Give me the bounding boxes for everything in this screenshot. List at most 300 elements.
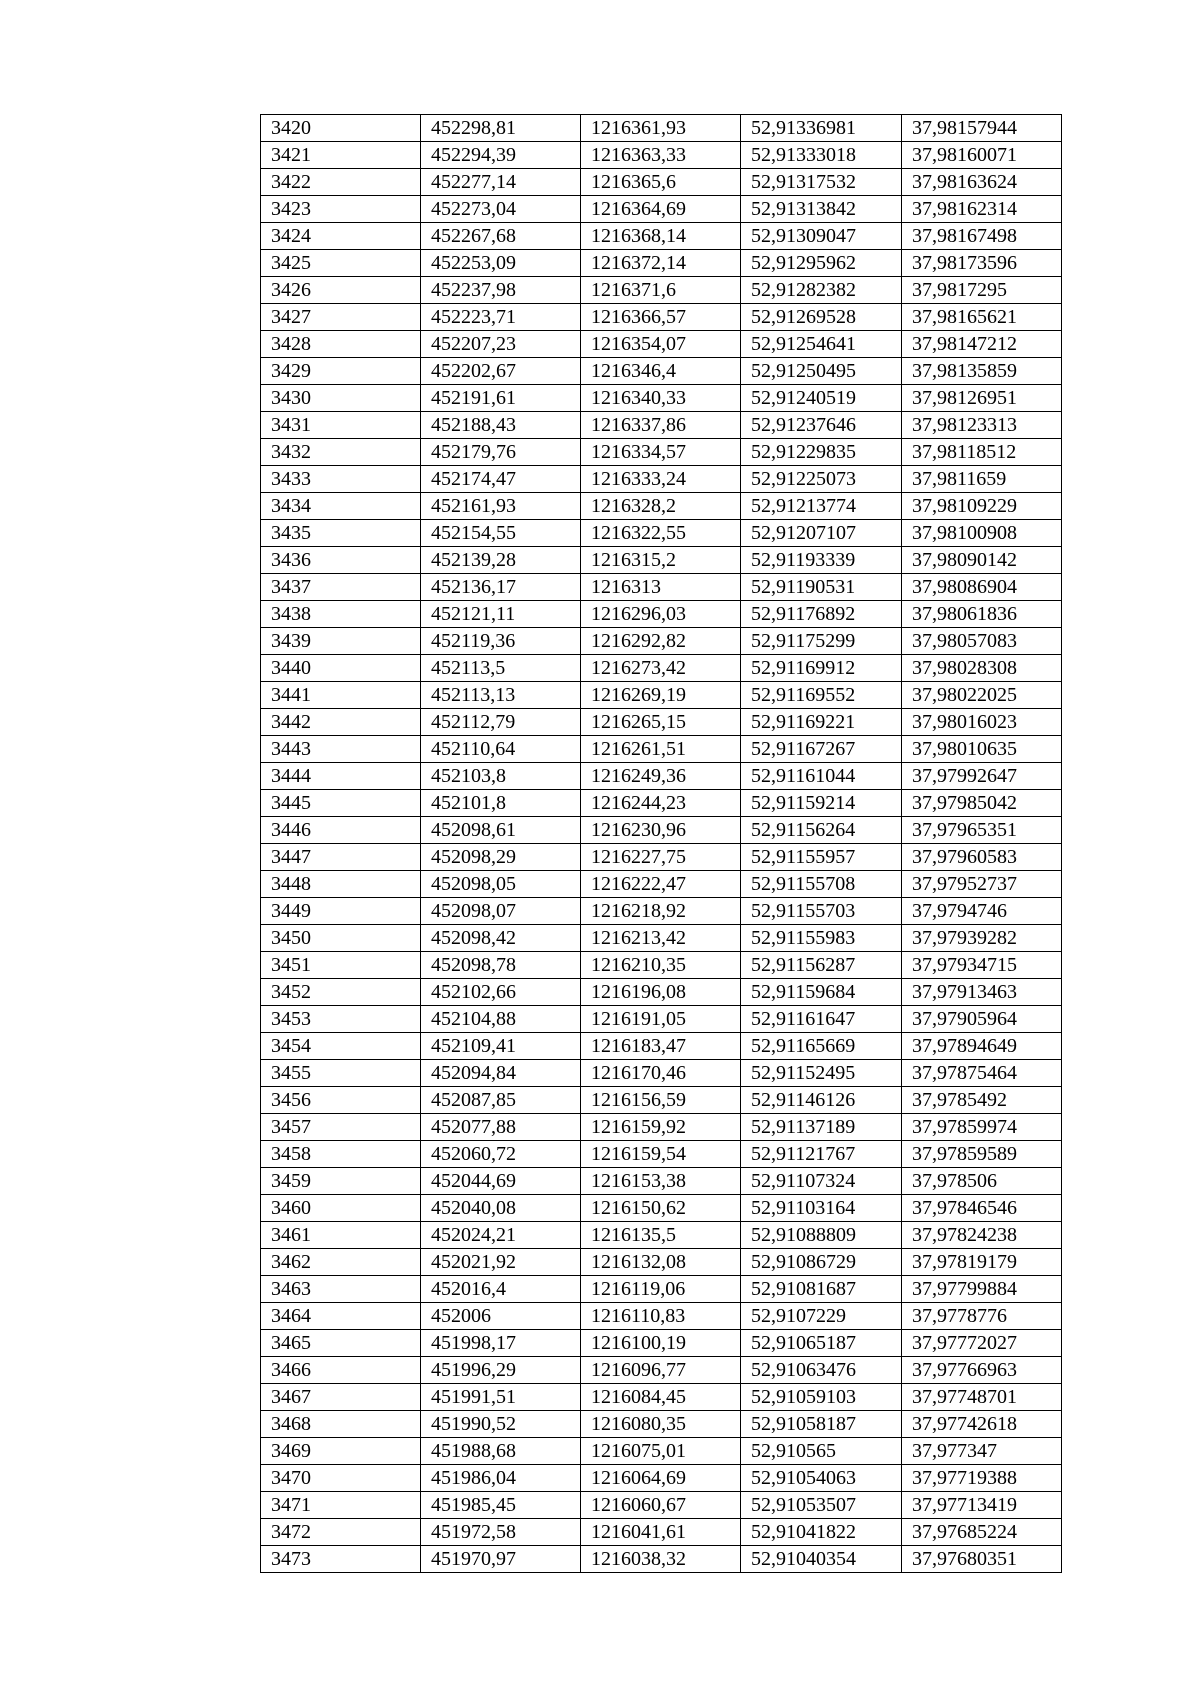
x-coordinate-cell: 452040,08 (421, 1195, 581, 1222)
table-row (261, 1411, 1062, 1438)
longitude-cell: 37,97846546 (902, 1195, 1062, 1222)
longitude-cell: 37,9817295 (902, 277, 1062, 304)
point-number-cell: 3460 (261, 1195, 421, 1222)
table-row (261, 439, 1062, 466)
latitude-cell: 52,91333018 (741, 142, 902, 169)
longitude-cell: 37,98147212 (902, 331, 1062, 358)
table-row (261, 547, 1062, 574)
table-row (261, 952, 1062, 979)
y-coordinate-cell: 1216213,42 (581, 925, 741, 952)
table-row (261, 1438, 1062, 1465)
point-number-cell: 3468 (261, 1411, 421, 1438)
point-number-cell: 3440 (261, 655, 421, 682)
y-coordinate-cell: 1216273,42 (581, 655, 741, 682)
x-coordinate-cell: 452136,17 (421, 574, 581, 601)
longitude-cell: 37,98123313 (902, 412, 1062, 439)
longitude-cell: 37,97875464 (902, 1060, 1062, 1087)
table-row (261, 1519, 1062, 1546)
x-coordinate-cell: 452207,23 (421, 331, 581, 358)
y-coordinate-cell: 1216244,23 (581, 790, 741, 817)
y-coordinate-cell: 1216038,32 (581, 1546, 741, 1573)
point-number-cell: 3446 (261, 817, 421, 844)
longitude-cell: 37,977347 (902, 1438, 1062, 1465)
x-coordinate-cell: 452223,71 (421, 304, 581, 331)
point-number-cell: 3432 (261, 439, 421, 466)
longitude-cell: 37,97824238 (902, 1222, 1062, 1249)
latitude-cell: 52,91058187 (741, 1411, 902, 1438)
y-coordinate-cell: 1216354,07 (581, 331, 741, 358)
longitude-cell: 37,97985042 (902, 790, 1062, 817)
y-coordinate-cell: 1216110,83 (581, 1303, 741, 1330)
y-coordinate-cell: 1216230,96 (581, 817, 741, 844)
point-number-cell: 3426 (261, 277, 421, 304)
point-number-cell: 3454 (261, 1033, 421, 1060)
y-coordinate-cell: 1216328,2 (581, 493, 741, 520)
longitude-cell: 37,97742618 (902, 1411, 1062, 1438)
longitude-cell: 37,97713419 (902, 1492, 1062, 1519)
y-coordinate-cell: 1216159,92 (581, 1114, 741, 1141)
y-coordinate-cell: 1216368,14 (581, 223, 741, 250)
x-coordinate-cell: 452161,93 (421, 493, 581, 520)
point-number-cell: 3434 (261, 493, 421, 520)
table-row (261, 358, 1062, 385)
longitude-cell: 37,98109229 (902, 493, 1062, 520)
point-number-cell: 3463 (261, 1276, 421, 1303)
longitude-cell: 37,98167498 (902, 223, 1062, 250)
x-coordinate-cell: 452098,61 (421, 817, 581, 844)
longitude-cell: 37,97819179 (902, 1249, 1062, 1276)
point-number-cell: 3442 (261, 709, 421, 736)
y-coordinate-cell: 1216132,08 (581, 1249, 741, 1276)
point-number-cell: 3456 (261, 1087, 421, 1114)
point-number-cell: 3422 (261, 169, 421, 196)
longitude-cell: 37,97939282 (902, 925, 1062, 952)
point-number-cell: 3423 (261, 196, 421, 223)
point-number-cell: 3461 (261, 1222, 421, 1249)
latitude-cell: 52,91190531 (741, 574, 902, 601)
table-row (261, 331, 1062, 358)
longitude-cell: 37,98086904 (902, 574, 1062, 601)
x-coordinate-cell: 452294,39 (421, 142, 581, 169)
latitude-cell: 52,91152495 (741, 1060, 902, 1087)
x-coordinate-cell: 452191,61 (421, 385, 581, 412)
x-coordinate-cell: 452237,98 (421, 277, 581, 304)
longitude-cell: 37,98126951 (902, 385, 1062, 412)
longitude-cell: 37,9794746 (902, 898, 1062, 925)
point-number-cell: 3441 (261, 682, 421, 709)
point-number-cell: 3473 (261, 1546, 421, 1573)
latitude-cell: 52,91081687 (741, 1276, 902, 1303)
x-coordinate-cell: 452273,04 (421, 196, 581, 223)
latitude-cell: 52,91254641 (741, 331, 902, 358)
table-row (261, 736, 1062, 763)
point-number-cell: 3459 (261, 1168, 421, 1195)
y-coordinate-cell: 1216156,59 (581, 1087, 741, 1114)
x-coordinate-cell: 452024,21 (421, 1222, 581, 1249)
x-coordinate-cell: 452277,14 (421, 169, 581, 196)
table-row (261, 1249, 1062, 1276)
x-coordinate-cell: 452139,28 (421, 547, 581, 574)
y-coordinate-cell: 1216135,5 (581, 1222, 741, 1249)
table-row (261, 1546, 1062, 1573)
y-coordinate-cell: 1216191,05 (581, 1006, 741, 1033)
longitude-cell: 37,9811659 (902, 466, 1062, 493)
x-coordinate-cell: 451996,29 (421, 1357, 581, 1384)
table-row (261, 277, 1062, 304)
x-coordinate-cell: 452044,69 (421, 1168, 581, 1195)
point-number-cell: 3425 (261, 250, 421, 277)
y-coordinate-cell: 1216366,57 (581, 304, 741, 331)
latitude-cell: 52,9107229 (741, 1303, 902, 1330)
longitude-cell: 37,98135859 (902, 358, 1062, 385)
table-row (261, 223, 1062, 250)
point-number-cell: 3471 (261, 1492, 421, 1519)
latitude-cell: 52,91137189 (741, 1114, 902, 1141)
longitude-cell: 37,98163624 (902, 169, 1062, 196)
x-coordinate-cell: 452101,8 (421, 790, 581, 817)
x-coordinate-cell: 452110,64 (421, 736, 581, 763)
y-coordinate-cell: 1216159,54 (581, 1141, 741, 1168)
point-number-cell: 3429 (261, 358, 421, 385)
longitude-cell: 37,97680351 (902, 1546, 1062, 1573)
x-coordinate-cell: 452016,4 (421, 1276, 581, 1303)
table-row (261, 115, 1062, 142)
latitude-cell: 52,91237646 (741, 412, 902, 439)
y-coordinate-cell: 1216218,92 (581, 898, 741, 925)
longitude-cell: 37,97905964 (902, 1006, 1062, 1033)
table-row (261, 844, 1062, 871)
table-row (261, 1006, 1062, 1033)
latitude-cell: 52,91146126 (741, 1087, 902, 1114)
longitude-cell: 37,97685224 (902, 1519, 1062, 1546)
table-row (261, 1060, 1062, 1087)
point-number-cell: 3450 (261, 925, 421, 952)
latitude-cell: 52,91169552 (741, 682, 902, 709)
y-coordinate-cell: 1216292,82 (581, 628, 741, 655)
point-number-cell: 3449 (261, 898, 421, 925)
table-row (261, 574, 1062, 601)
point-number-cell: 3435 (261, 520, 421, 547)
y-coordinate-cell: 1216084,45 (581, 1384, 741, 1411)
point-number-cell: 3469 (261, 1438, 421, 1465)
latitude-cell: 52,91088809 (741, 1222, 902, 1249)
y-coordinate-cell: 1216337,86 (581, 412, 741, 439)
table-row (261, 898, 1062, 925)
latitude-cell: 52,91155703 (741, 898, 902, 925)
table-row (261, 628, 1062, 655)
x-coordinate-cell: 452006 (421, 1303, 581, 1330)
point-number-cell: 3466 (261, 1357, 421, 1384)
latitude-cell: 52,91175299 (741, 628, 902, 655)
longitude-cell: 37,98010635 (902, 736, 1062, 763)
longitude-cell: 37,97859974 (902, 1114, 1062, 1141)
table-row (261, 1384, 1062, 1411)
point-number-cell: 3470 (261, 1465, 421, 1492)
x-coordinate-cell: 451986,04 (421, 1465, 581, 1492)
table-row (261, 1033, 1062, 1060)
x-coordinate-cell: 452104,88 (421, 1006, 581, 1033)
x-coordinate-cell: 452098,42 (421, 925, 581, 952)
longitude-cell: 37,98016023 (902, 709, 1062, 736)
point-number-cell: 3444 (261, 763, 421, 790)
y-coordinate-cell: 1216269,19 (581, 682, 741, 709)
x-coordinate-cell: 452202,67 (421, 358, 581, 385)
table-row (261, 1492, 1062, 1519)
latitude-cell: 52,91063476 (741, 1357, 902, 1384)
point-number-cell: 3451 (261, 952, 421, 979)
latitude-cell: 52,91317532 (741, 169, 902, 196)
point-number-cell: 3457 (261, 1114, 421, 1141)
table-row (261, 1276, 1062, 1303)
y-coordinate-cell: 1216100,19 (581, 1330, 741, 1357)
x-coordinate-cell: 451990,52 (421, 1411, 581, 1438)
longitude-cell: 37,98165621 (902, 304, 1062, 331)
longitude-cell: 37,97894649 (902, 1033, 1062, 1060)
y-coordinate-cell: 1216153,38 (581, 1168, 741, 1195)
y-coordinate-cell: 1216222,47 (581, 871, 741, 898)
latitude-cell: 52,91161647 (741, 1006, 902, 1033)
longitude-cell: 37,97965351 (902, 817, 1062, 844)
x-coordinate-cell: 452109,41 (421, 1033, 581, 1060)
table-row (261, 196, 1062, 223)
latitude-cell: 52,91041822 (741, 1519, 902, 1546)
point-number-cell: 3438 (261, 601, 421, 628)
latitude-cell: 52,91155983 (741, 925, 902, 952)
table-row (261, 304, 1062, 331)
table-row (261, 1141, 1062, 1168)
latitude-cell: 52,91213774 (741, 493, 902, 520)
latitude-cell: 52,91161044 (741, 763, 902, 790)
y-coordinate-cell: 1216333,24 (581, 466, 741, 493)
table-row (261, 169, 1062, 196)
y-coordinate-cell: 1216346,4 (581, 358, 741, 385)
y-coordinate-cell: 1216249,36 (581, 763, 741, 790)
point-number-cell: 3464 (261, 1303, 421, 1330)
longitude-cell: 37,98173596 (902, 250, 1062, 277)
x-coordinate-cell: 451991,51 (421, 1384, 581, 1411)
point-number-cell: 3453 (261, 1006, 421, 1033)
table-row (261, 682, 1062, 709)
x-coordinate-cell: 451988,68 (421, 1438, 581, 1465)
latitude-cell: 52,91193339 (741, 547, 902, 574)
longitude-cell: 37,978506 (902, 1168, 1062, 1195)
point-number-cell: 3421 (261, 142, 421, 169)
longitude-cell: 37,98028308 (902, 655, 1062, 682)
point-number-cell: 3472 (261, 1519, 421, 1546)
x-coordinate-cell: 452098,29 (421, 844, 581, 871)
table-row (261, 1303, 1062, 1330)
x-coordinate-cell: 452113,5 (421, 655, 581, 682)
x-coordinate-cell: 452094,84 (421, 1060, 581, 1087)
latitude-cell: 52,91169221 (741, 709, 902, 736)
table-row (261, 466, 1062, 493)
x-coordinate-cell: 452119,36 (421, 628, 581, 655)
point-number-cell: 3458 (261, 1141, 421, 1168)
latitude-cell: 52,91156264 (741, 817, 902, 844)
latitude-cell: 52,91159214 (741, 790, 902, 817)
point-number-cell: 3448 (261, 871, 421, 898)
x-coordinate-cell: 452087,85 (421, 1087, 581, 1114)
table-row (261, 1114, 1062, 1141)
point-number-cell: 3427 (261, 304, 421, 331)
y-coordinate-cell: 1216227,75 (581, 844, 741, 871)
longitude-cell: 37,9778776 (902, 1303, 1062, 1330)
latitude-cell: 52,91054063 (741, 1465, 902, 1492)
x-coordinate-cell: 452179,76 (421, 439, 581, 466)
longitude-cell: 37,98057083 (902, 628, 1062, 655)
longitude-cell: 37,98090142 (902, 547, 1062, 574)
x-coordinate-cell: 452253,09 (421, 250, 581, 277)
x-coordinate-cell: 452298,81 (421, 115, 581, 142)
longitude-cell: 37,97952737 (902, 871, 1062, 898)
point-number-cell: 3431 (261, 412, 421, 439)
latitude-cell: 52,91336981 (741, 115, 902, 142)
longitude-cell: 37,97766963 (902, 1357, 1062, 1384)
y-coordinate-cell: 1216064,69 (581, 1465, 741, 1492)
point-number-cell: 3467 (261, 1384, 421, 1411)
x-coordinate-cell: 451998,17 (421, 1330, 581, 1357)
longitude-cell: 37,98162314 (902, 196, 1062, 223)
latitude-cell: 52,91065187 (741, 1330, 902, 1357)
x-coordinate-cell: 452102,66 (421, 979, 581, 1006)
y-coordinate-cell: 1216315,2 (581, 547, 741, 574)
longitude-cell: 37,97913463 (902, 979, 1062, 1006)
x-coordinate-cell: 452098,05 (421, 871, 581, 898)
point-number-cell: 3433 (261, 466, 421, 493)
latitude-cell: 52,91103164 (741, 1195, 902, 1222)
longitude-cell: 37,98157944 (902, 115, 1062, 142)
y-coordinate-cell: 1216196,08 (581, 979, 741, 1006)
point-number-cell: 3443 (261, 736, 421, 763)
latitude-cell: 52,91121767 (741, 1141, 902, 1168)
x-coordinate-cell: 452174,47 (421, 466, 581, 493)
point-number-cell: 3455 (261, 1060, 421, 1087)
longitude-cell: 37,98022025 (902, 682, 1062, 709)
y-coordinate-cell: 1216313 (581, 574, 741, 601)
longitude-cell: 37,97772027 (902, 1330, 1062, 1357)
latitude-cell: 52,91225073 (741, 466, 902, 493)
x-coordinate-cell: 452113,13 (421, 682, 581, 709)
latitude-cell: 52,91167267 (741, 736, 902, 763)
x-coordinate-cell: 452267,68 (421, 223, 581, 250)
x-coordinate-cell: 452154,55 (421, 520, 581, 547)
table-row (261, 790, 1062, 817)
longitude-cell: 37,97934715 (902, 952, 1062, 979)
latitude-cell: 52,91229835 (741, 439, 902, 466)
table-row (261, 871, 1062, 898)
latitude-cell: 52,91159684 (741, 979, 902, 1006)
y-coordinate-cell: 1216365,6 (581, 169, 741, 196)
latitude-cell: 52,91169912 (741, 655, 902, 682)
x-coordinate-cell: 452188,43 (421, 412, 581, 439)
y-coordinate-cell: 1216361,93 (581, 115, 741, 142)
longitude-cell: 37,98061836 (902, 601, 1062, 628)
y-coordinate-cell: 1216096,77 (581, 1357, 741, 1384)
latitude-cell: 52,91086729 (741, 1249, 902, 1276)
latitude-cell: 52,91176892 (741, 601, 902, 628)
y-coordinate-cell: 1216150,62 (581, 1195, 741, 1222)
table-row (261, 817, 1062, 844)
longitude-cell: 37,97799884 (902, 1276, 1062, 1303)
table-row (261, 493, 1062, 520)
y-coordinate-cell: 1216080,35 (581, 1411, 741, 1438)
point-number-cell: 3447 (261, 844, 421, 871)
table-row (261, 655, 1062, 682)
latitude-cell: 52,91156287 (741, 952, 902, 979)
longitude-cell: 37,97748701 (902, 1384, 1062, 1411)
table-row (261, 412, 1062, 439)
table-row (261, 1465, 1062, 1492)
y-coordinate-cell: 1216183,47 (581, 1033, 741, 1060)
y-coordinate-cell: 1216170,46 (581, 1060, 741, 1087)
y-coordinate-cell: 1216363,33 (581, 142, 741, 169)
latitude-cell: 52,91059103 (741, 1384, 902, 1411)
latitude-cell: 52,91040354 (741, 1546, 902, 1573)
longitude-cell: 37,97992647 (902, 763, 1062, 790)
longitude-cell: 37,97859589 (902, 1141, 1062, 1168)
latitude-cell: 52,91155957 (741, 844, 902, 871)
latitude-cell: 52,91107324 (741, 1168, 902, 1195)
coordinates-table (260, 114, 1062, 1573)
table-row (261, 1087, 1062, 1114)
y-coordinate-cell: 1216060,67 (581, 1492, 741, 1519)
point-number-cell: 3436 (261, 547, 421, 574)
y-coordinate-cell: 1216322,55 (581, 520, 741, 547)
y-coordinate-cell: 1216364,69 (581, 196, 741, 223)
x-coordinate-cell: 452077,88 (421, 1114, 581, 1141)
longitude-cell: 37,98100908 (902, 520, 1062, 547)
y-coordinate-cell: 1216340,33 (581, 385, 741, 412)
y-coordinate-cell: 1216210,35 (581, 952, 741, 979)
y-coordinate-cell: 1216261,51 (581, 736, 741, 763)
latitude-cell: 52,91269528 (741, 304, 902, 331)
longitude-cell: 37,98118512 (902, 439, 1062, 466)
y-coordinate-cell: 1216041,61 (581, 1519, 741, 1546)
latitude-cell: 52,91155708 (741, 871, 902, 898)
point-number-cell: 3445 (261, 790, 421, 817)
point-number-cell: 3424 (261, 223, 421, 250)
x-coordinate-cell: 451970,97 (421, 1546, 581, 1573)
x-coordinate-cell: 452112,79 (421, 709, 581, 736)
longitude-cell: 37,98160071 (902, 142, 1062, 169)
y-coordinate-cell: 1216119,06 (581, 1276, 741, 1303)
coordinates-table-body (261, 115, 1062, 1573)
latitude-cell: 52,91207107 (741, 520, 902, 547)
x-coordinate-cell: 452121,11 (421, 601, 581, 628)
table-row (261, 925, 1062, 952)
table-row (261, 601, 1062, 628)
x-coordinate-cell: 452103,8 (421, 763, 581, 790)
x-coordinate-cell: 452098,78 (421, 952, 581, 979)
latitude-cell: 52,91250495 (741, 358, 902, 385)
table-row (261, 385, 1062, 412)
latitude-cell: 52,91309047 (741, 223, 902, 250)
y-coordinate-cell: 1216371,6 (581, 277, 741, 304)
longitude-cell: 37,97719388 (902, 1465, 1062, 1492)
point-number-cell: 3428 (261, 331, 421, 358)
y-coordinate-cell: 1216296,03 (581, 601, 741, 628)
point-number-cell: 3437 (261, 574, 421, 601)
point-number-cell: 3465 (261, 1330, 421, 1357)
table-row (261, 1222, 1062, 1249)
x-coordinate-cell: 451985,45 (421, 1492, 581, 1519)
table-row (261, 1195, 1062, 1222)
table-row (261, 763, 1062, 790)
longitude-cell: 37,97960583 (902, 844, 1062, 871)
table-row (261, 1357, 1062, 1384)
table-row (261, 142, 1062, 169)
table-row (261, 1330, 1062, 1357)
